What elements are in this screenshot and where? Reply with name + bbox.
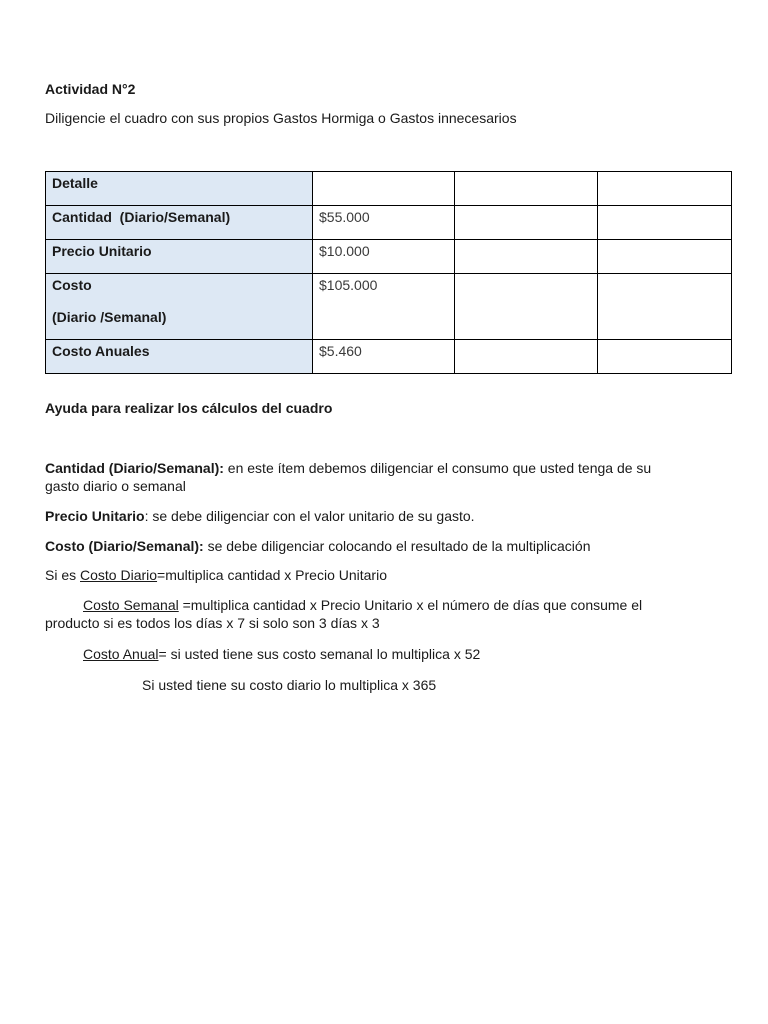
costo-diario-desc: =multiplica cantidad x Precio Unitario xyxy=(157,567,387,583)
table-cell-empty xyxy=(598,206,732,240)
si-es-text: Si es xyxy=(45,567,81,583)
row-label-detalle: Detalle xyxy=(46,172,313,206)
cantidad-term: Cantidad (Diario/Semanal): xyxy=(45,460,224,476)
costo-anual-term: Costo Anual xyxy=(83,646,159,662)
table-cell xyxy=(313,172,455,206)
help-costo xyxy=(45,537,591,555)
cantidad-value: $55.000 xyxy=(313,206,455,240)
help-title: Ayuda para realizar los cálculos del cuadro xyxy=(45,400,333,416)
help-precio xyxy=(45,507,475,525)
table-cell-empty xyxy=(455,340,598,374)
table-row xyxy=(46,206,732,240)
row-label-precio: Precio Unitario xyxy=(46,240,313,274)
precio-value: $10.000 xyxy=(313,240,455,274)
costo-semanal-term: Costo Semanal xyxy=(83,597,179,613)
costo-value: $105.000 xyxy=(313,274,455,340)
table-cell-empty xyxy=(598,240,732,274)
table-cell-empty xyxy=(455,240,598,274)
row-label-costo xyxy=(46,274,313,340)
table-row xyxy=(46,340,732,374)
instruction-text: Diligencie el cuadro con sus propios Gastos Hormiga o Gastos innecesarios xyxy=(45,110,517,126)
table-cell-empty xyxy=(598,274,732,340)
table-cell-empty xyxy=(598,172,732,206)
activity-heading: Actividad N°2 xyxy=(45,81,136,97)
precio-term: Precio Unitario xyxy=(45,508,145,524)
row-label-costo-anuales: Costo Anuales xyxy=(46,340,313,374)
help-costo-anual xyxy=(83,645,480,663)
costo-desc: se debe diligenciar colocando el resultado de la multiplicación xyxy=(203,538,591,554)
costo-anual-desc: = si usted tiene sus costo semanal lo multiplica x 52 xyxy=(158,646,481,662)
costo-diario-term: Costo Diario xyxy=(80,567,158,583)
table-row xyxy=(46,240,732,274)
help-cantidad xyxy=(45,459,651,477)
costo-term: Costo (Diario/Semanal): xyxy=(45,538,204,554)
expenses-table xyxy=(45,171,732,374)
help-costo-semanal-cont: producto si es todos los días x 7 si solo son 3 días x 3 xyxy=(45,615,380,631)
help-costo-semanal xyxy=(83,596,642,614)
costo-semanal-desc: =multiplica cantidad x Precio Unitario x el número de días que consume el xyxy=(178,597,643,613)
precio-desc: : se debe diligenciar con el valor unitario de su gasto. xyxy=(144,508,475,524)
row-label-cantidad: Cantidad (Diario/Semanal) xyxy=(46,206,313,240)
help-cantidad-cont: gasto diario o semanal xyxy=(45,478,186,494)
costo-label: Costo xyxy=(52,277,92,293)
costo-label-sub: (Diario /Semanal) xyxy=(52,309,167,325)
table-cell-empty xyxy=(455,206,598,240)
table-row xyxy=(46,274,732,340)
help-costo-diario xyxy=(45,566,387,584)
costo-anuales-value: $5.460 xyxy=(313,340,455,374)
help-costo-anual-cont: Si usted tiene su costo diario lo multiplica x 365 xyxy=(142,677,437,693)
table-cell-empty xyxy=(455,172,598,206)
table-cell-empty xyxy=(455,274,598,340)
cantidad-desc: en este ítem debemos diligenciar el consumo que usted tenga de su xyxy=(223,460,652,476)
table-row xyxy=(46,172,732,206)
table-cell-empty xyxy=(598,340,732,374)
